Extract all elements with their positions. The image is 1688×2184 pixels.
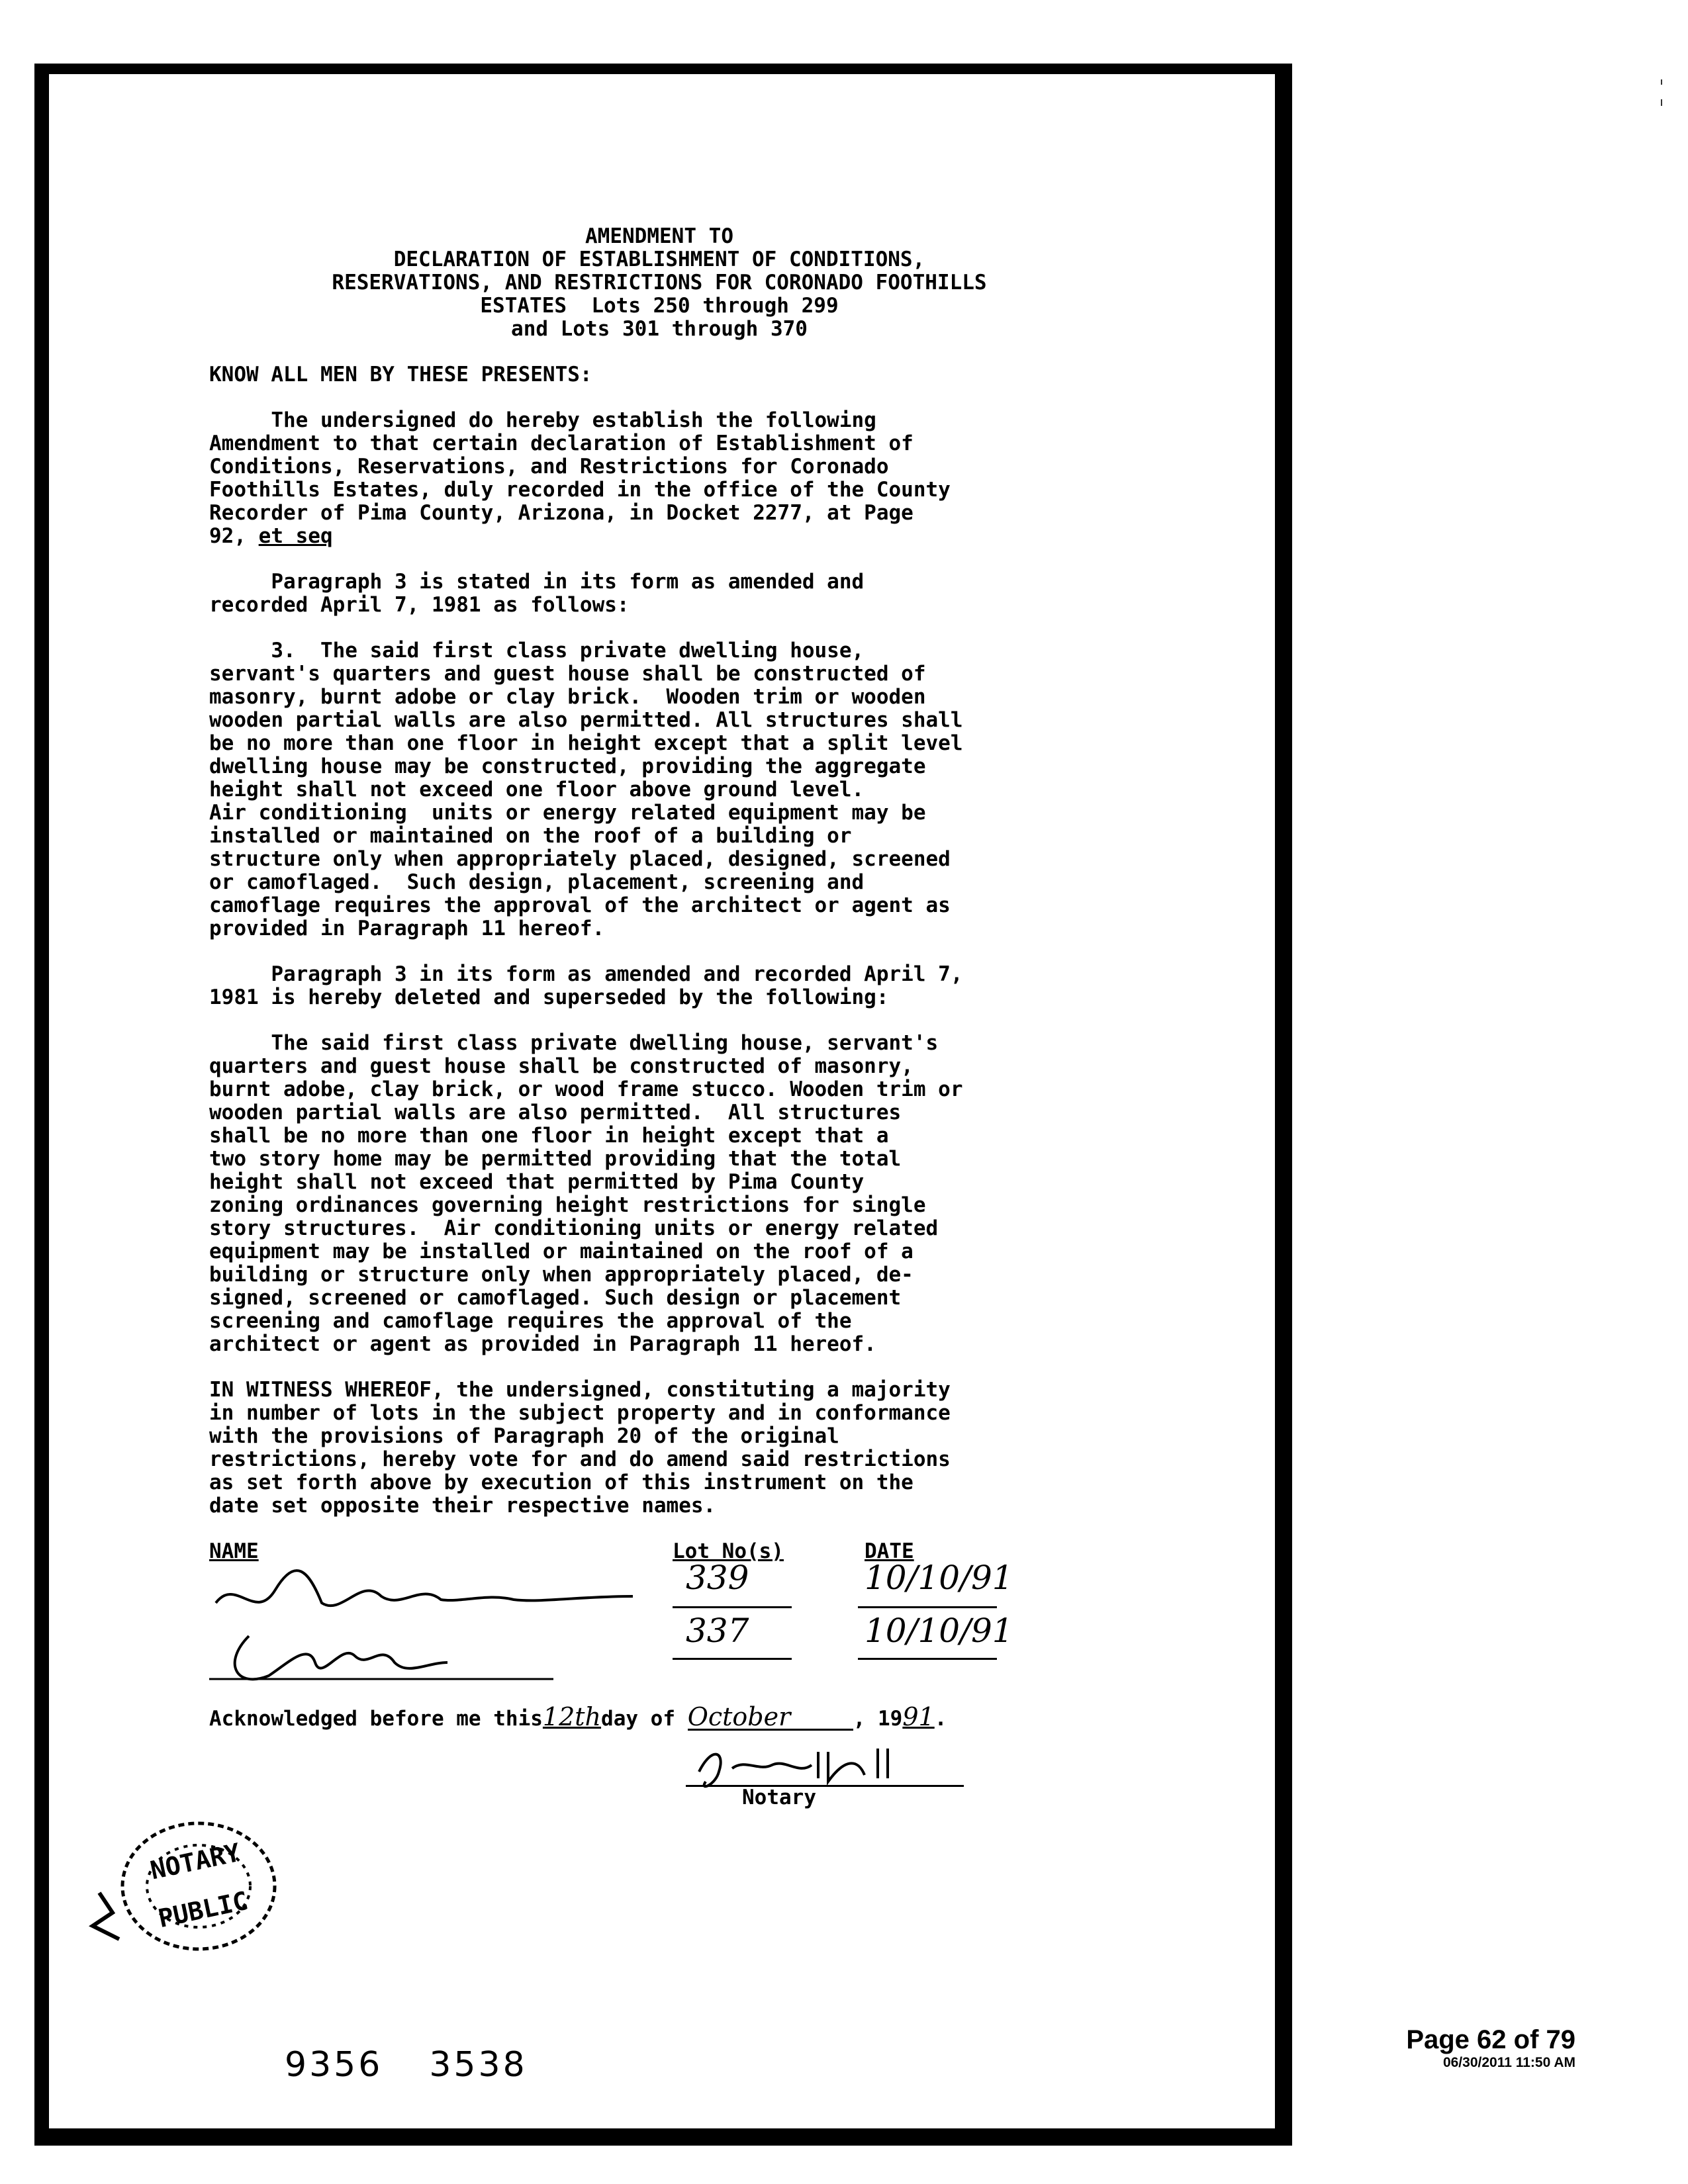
date-header: DATE	[865, 1539, 914, 1563]
heading: KNOW ALL MEN BY THESE PRESENTS:	[209, 363, 592, 387]
page-info	[1377, 2025, 1575, 2071]
page-number: 3538	[429, 2045, 528, 2085]
date-2-line	[858, 1658, 997, 1660]
date-1-line	[858, 1606, 997, 1608]
paragraph-intro	[209, 409, 1109, 548]
paragraph-3-amended: The said first class private dwelling house, servant's quarters and guest house shall be constructed of masonry, burnt adobe, clay brick, or wood frame stucco. Wooden trim or wooden partial walls are also permitted. All structures shall be no more than one floor in height except that a two story home may be permitted providing that the total height shall not exceed that permitted by Pima County zoning ordinances governing height restrictions for single story structures. Air conditioning units or energy related equipment may be installed or maintained on the roof of a building or structure only when appropriately placed, de- signed, screened or camoflaged. Such design or placement screening and camoflage requires the approval of the architect or agent as provided in Paragraph 11 hereof.	[209, 1031, 963, 1356]
ack-year-prefix: , 19	[853, 1707, 903, 1731]
notary-line	[686, 1785, 964, 1787]
witness-paragraph: IN WITNESS WHEREOF, the undersigned, constituting a majority in number of lots in the subject property and in conformance with the provisions of Paragraph 20 of the original restrictions, hereby vote for and do amend said restrictions as set forth above by execution of this instrument on the date set opposite their respective names.	[209, 1378, 951, 1518]
document-body	[209, 225, 1109, 1825]
acknowledgement	[209, 1702, 1109, 1745]
ack-month: October	[688, 1706, 853, 1731]
edge-mark	[1658, 79, 1665, 113]
ack-before: Acknowledged before me this	[209, 1707, 543, 1731]
ack-year: 91	[902, 1702, 935, 1731]
signature-table	[209, 1540, 1109, 1706]
title-line: and Lots 301 through 370	[511, 317, 808, 341]
title-line: DECLARATION OF ESTABLISHMENT OF CONDITIONS,	[393, 248, 925, 271]
name-header: NAME	[209, 1539, 259, 1563]
et-seq: et seq	[258, 524, 333, 548]
paragraph-2: Paragraph 3 is stated in its form as amended and recorded April 7, 1981 as follows:	[209, 570, 865, 617]
signatures	[209, 1563, 646, 1696]
lot-1: 339	[686, 1559, 749, 1597]
document-title	[209, 225, 1109, 341]
lot-2: 337	[686, 1612, 749, 1650]
paragraph-4: Paragraph 3 in its form as amended and recorded April 7, 1981 is hereby deleted and superseded by the following:	[209, 962, 963, 1009]
ack-mid: day of	[601, 1707, 676, 1731]
notary-seal	[73, 1787, 311, 1985]
date-2: 10/10/91	[865, 1612, 1013, 1650]
date-1: 10/10/91	[865, 1559, 1013, 1597]
seal-text-top: NOTARY	[148, 1837, 243, 1886]
title-line: RESERVATIONS, AND RESTRICTIONS FOR CORONADO FOOTHILLS	[332, 271, 987, 295]
lot-2-line	[673, 1658, 792, 1660]
paragraph-3-original: 3. The said first class private dwelling house, servant's quarters and guest house shall be constructed of masonry, burnt adobe or clay brick. Wooden trim or wooden wooden partial walls are also permitted. All structures shall be no more than one floor in height except that a split level dwelling house may be constructed, providing the aggregate height shall not exceed one floor above ground level. Air conditioning units or energy related equipment may be installed or maintained on the roof of a building or structure only when appropriately placed, designed, screened or camoflaged. Such design, placement, screening and camoflage requires the approval of the architect or agent as provided in Paragraph 11 hereof.	[209, 639, 963, 940]
notary-label: Notary	[742, 1786, 816, 1809]
ack-day: 12th	[542, 1702, 602, 1731]
docket-number: 9356	[285, 2045, 383, 2085]
page-count: Page 62 of 79	[1406, 2025, 1575, 2054]
notary-block	[209, 1745, 1109, 1825]
ack-end: .	[934, 1707, 947, 1731]
title-line: ESTATES Lots 250 through 299	[480, 294, 839, 318]
lots-header: Lot No(s)	[673, 1539, 784, 1563]
lot-1-line	[673, 1606, 792, 1608]
timestamp: 06/30/2011 11:50 AM	[1442, 2055, 1575, 2070]
seal-text-bottom: PUBLIC	[156, 1886, 251, 1934]
docket-numbers	[285, 2045, 574, 2085]
paragraph-intro-text: The undersigned do hereby establish the following Amendment to that certain declaration of Establishment of Conditions, Reservations, and Restrictions for Coronado Foothills Estates, duly recorded in the office of the County Recorder of Pima County, Arizona, in Docket 2277, at Page 92,	[209, 408, 951, 548]
title-line: AMENDMENT TO	[585, 224, 733, 248]
